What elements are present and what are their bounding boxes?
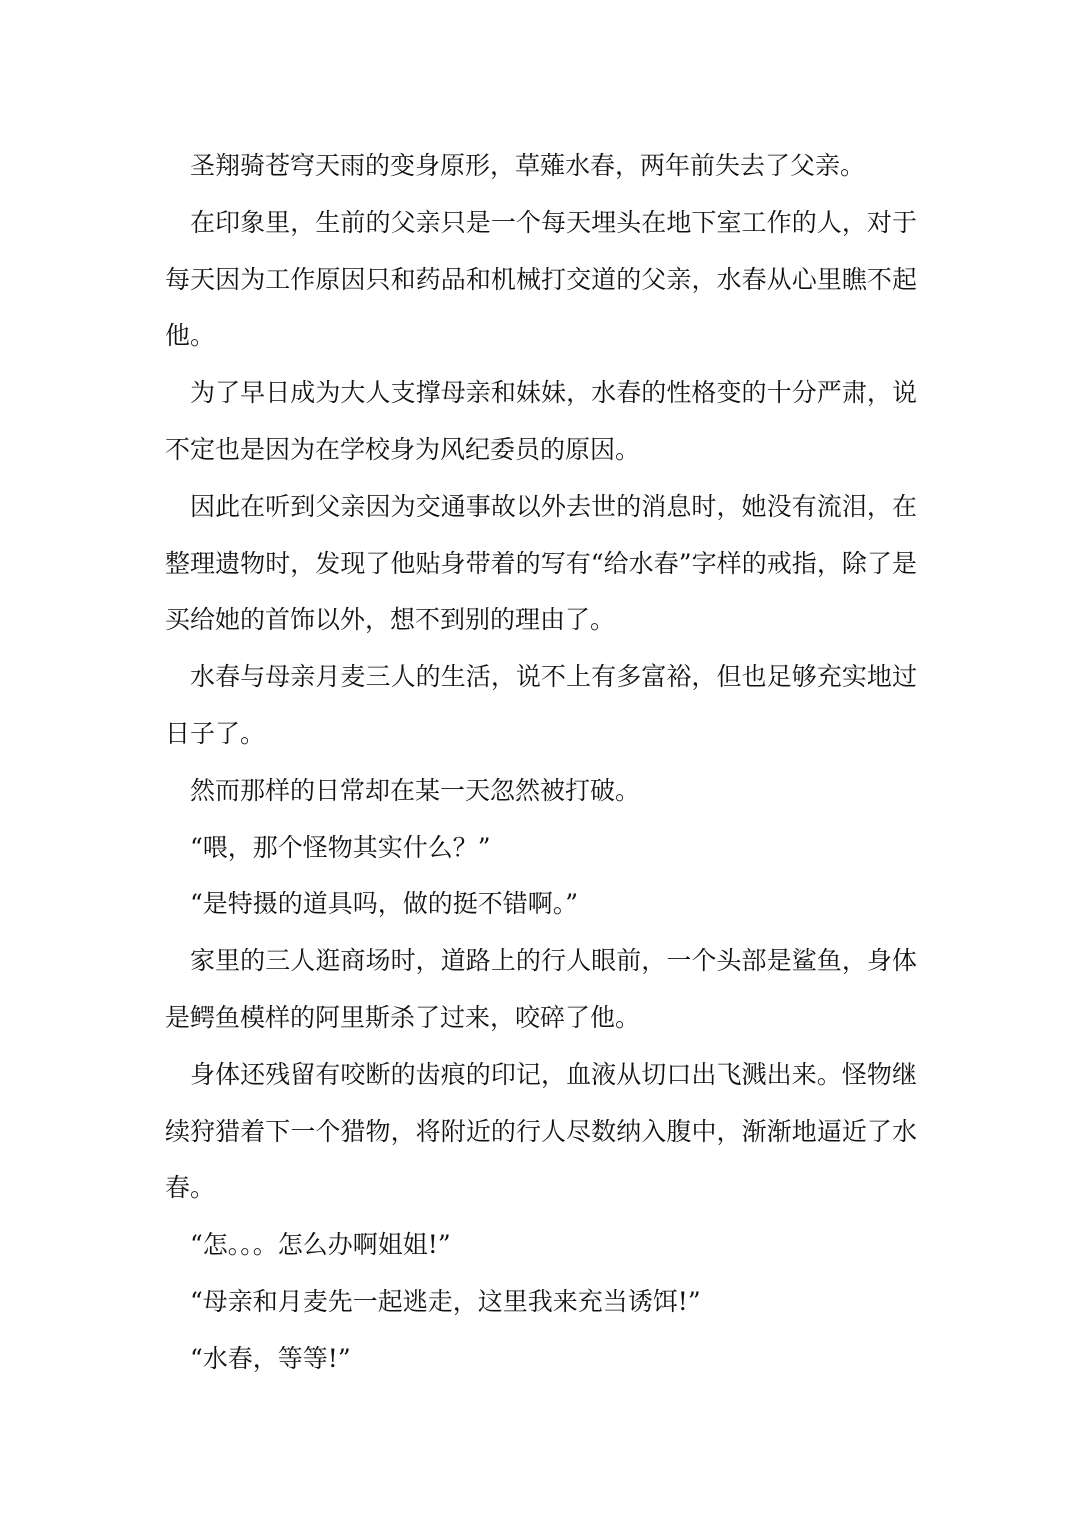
dialogue-line: “怎。。。怎么办啊姐姐!” (190, 1230, 451, 1260)
dialogue-line: “母亲和月麦先一起逃走，这里我来充当诱饵!” (190, 1286, 701, 1316)
paragraph: 圣翔骑苍穹天雨的变身原形，草薙水春，两年前失去了父亲。 (190, 151, 866, 180)
paragraph: 水春与母亲月麦三人的生活，说不上有多富裕，但也足够充实地过日子了。 (165, 662, 917, 748)
dialogue-line: “水春，等等!” (190, 1343, 351, 1373)
dialogue-line: “是特摄的道具吗，做的挺不错啊。” (190, 889, 579, 919)
paragraph: 然而那样的日常却在某一天忽然被打破。 (190, 775, 641, 805)
document-body (165, 138, 917, 1388)
paragraph: 身体还残留有咬断的齿痕的印记，血液从切口出飞溅出来。怪物继续狩猎着下一个猎物，将附近的行人尽数纳入腹中，渐渐地逼近了水春。 (165, 1059, 917, 1203)
paragraph: 因此在听到父亲因为交通事故以外去世的消息时，她没有流泪，在整理遗物时，发现了他贴身带着的写有“给水春”字样的戒指，除了是买给她的首饰以外，想不到别的理由了。 (165, 491, 917, 635)
paragraph: 在印象里，生前的父亲只是一个每天埋头在地下室工作的人，对于每天因为工作原因只和药品和机械打交道的父亲，水春从心里瞧不起他。 (165, 207, 917, 351)
paragraph: 家里的三人逛商场时，道路上的行人眼前，一个头部是鲨鱼，身体是鳄鱼模样的阿里斯杀了过来，咬碎了他。 (165, 946, 917, 1032)
paragraph: 为了早日成为大人支撑母亲和妹妹，水春的性格变的十分严肃，说不定也是因为在学校身为风纪委员的原因。 (165, 378, 917, 464)
dialogue-line: “喂，那个怪物其实什么？” (190, 832, 491, 862)
